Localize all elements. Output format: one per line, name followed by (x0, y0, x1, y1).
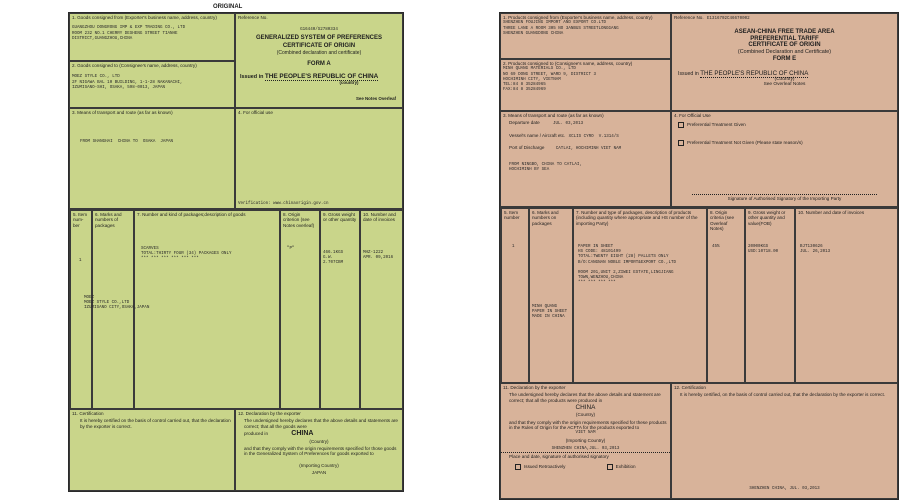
importing-country-caption-e: (Importing Country) (565, 437, 606, 443)
vessel-line (501, 132, 670, 141)
importing-country-caption: (Importing Country) (299, 462, 339, 468)
declaration-text-e: The undersigned hereby declares that the above details and statement are correct; that all the products were produced in (509, 392, 661, 403)
official-use-label: 4. For official use (238, 110, 273, 115)
country-caption-e: (Country) (774, 77, 795, 83)
produced-line (236, 430, 402, 437)
reference-number: G16440/S2780334 (300, 28, 338, 33)
shipping-marks-e: MINH QUANG PAPER IN SHEET MADE IN CHINA (532, 305, 568, 320)
form-a-sheet (68, 12, 404, 492)
preferential-title: PREFERENTIAL TARIFF (750, 35, 819, 42)
certificate-title: CERTIFICATE OF ORIGIN (282, 43, 356, 50)
combined-subtitle-e: (Combined Declaration and Certificate) (737, 48, 832, 55)
route-value: FROM NINGBO, CHINA TO CATLAI, HOCHIMINH BY SEA (509, 163, 582, 173)
shipping-marks: MOEZ MOEZ STYLE CO.,LTD IZUMISANO CITY,OSAKA,JAPAN (84, 296, 150, 311)
combined-subtitle: (Combined declaration and certificate) (276, 49, 362, 56)
issued-retro-label: Issued Retroactively (524, 463, 566, 469)
reference-label: Reference No. (238, 15, 268, 20)
place-date-caption: Place and date, signature of authorised signatory (501, 452, 670, 460)
verification-url: Verification: www.chinaorigin.gov.cn (238, 201, 329, 206)
exporter-value-e: SHENZHEN FOUJING IMPORT AND EXPORT CO.LTD THREE LANE A ROOM 305 NO 3ANBUS STREETLONGGANG SHENZHEN GUANGDONG CHINA (503, 21, 619, 36)
col6-header-e: 6. Marks and numbers on packages (532, 210, 559, 226)
col8-header-e: 8. Origin criteria (see Overleaf Notes) (710, 210, 734, 232)
importing-country: JAPAN (311, 470, 327, 476)
col-criterion (280, 210, 320, 409)
col7-header: 7. Number and kind of packages;description of goods (137, 212, 246, 217)
exporter-label: 1. Goods consigned from (Exporter's business name, address, country) (72, 15, 217, 20)
certificate-header-e (671, 13, 898, 111)
consignee-label-e: 2. Products consigned to (Consignee's name, address, country) (503, 61, 633, 66)
issued-line (236, 73, 402, 80)
certification-box-e (671, 383, 898, 499)
origin-criteria-e: 45% (712, 245, 720, 249)
certification-box (69, 409, 235, 491)
goods-description-e: PAPER IN SHEET HS CODE: 48101499 TOTAL:TWENTY EIGHT (28) PALLETS ONLY B/O:CANGNAN NOBLE IMPORT&EXPORT CO.,LTD ROOM 201,UNIT 2,ZIWEI ESTATE,LINGJIANG TOWN,WENZHOU,CHINA *** *** *** *** (578, 245, 677, 286)
certification-label: 11. Certification (72, 411, 104, 416)
place-date-stamp: SHENZHEN CHINA,JUL. 03,2013 (551, 447, 620, 452)
col-marks-e (529, 208, 573, 383)
form-title-e: FORM E (772, 55, 797, 62)
discharge-value: CATLAI, HOCHIMINH VIET NAM (555, 146, 622, 151)
consignee-label: 2. Goods consigned to (Consignee's name, address, country) (72, 63, 197, 68)
col-description-e (573, 208, 707, 383)
issued-in-label: Issued in (240, 73, 264, 80)
exporter-box-e (500, 13, 671, 59)
certificate-header (235, 13, 403, 108)
reference-number-e: E1316702C46670002 (706, 17, 750, 21)
goods-table-e (500, 207, 898, 383)
acfta-title: ASEAN-CHINA FREE TRADE AREA (734, 29, 835, 36)
country-caption-2: (Country) (309, 438, 329, 444)
declaration-text: The undersigned hereby declares that the above details and statements are correct; that all the goods were (244, 418, 398, 429)
transport-label: 3. Means of transport and route (as far as known) (72, 110, 173, 115)
item-number: 1 (79, 259, 82, 263)
invoice-info-e: BJT130626 JUL. 26,2013 (800, 245, 831, 255)
gross-weight: 466.1KGS G.W. 2.707CBM (323, 251, 344, 266)
comply-text-e: and that they comply with the origin requirements specified for these products in the Rules of Origin for the ACFTA for the products exported to (509, 419, 667, 431)
cert-stamp-e: SHENZHEN CHINA, JUL. 03,2013 (749, 486, 820, 491)
country-caption: (country) (339, 79, 359, 85)
col-invoice (360, 210, 403, 409)
signature-caption: Signature of Authorised Signatory of the Importing Party (692, 194, 877, 202)
original-label: ORIGINAL (213, 4, 243, 10)
exporter-value: GUANGZHOU DONGRONG IMP & EXP TRADING CO., LTD ROOM 232 NO.1 CHERRY DESHENG STREET TIANHE DISTRICT,GUANGZHOU,CHINA (72, 26, 186, 41)
departure-value: JUL. 03,2013 (552, 122, 584, 127)
col7-header-e: 7. Number and type of packages, description of products (including quantity where appropriate and HS number of the importing Party) (576, 210, 698, 226)
declaration-box (235, 409, 403, 491)
col5-header-e: 5. Item number (504, 210, 520, 221)
certification-text: It is hereby certified on the basis of control carried out, that the declaration by the exporter is correct. (80, 418, 231, 429)
issued-country: THE PEOPLE'S REPUBLIC OF CHINA (264, 72, 379, 80)
importing-country-e: VIET NAM (575, 431, 596, 436)
transport-box (69, 108, 235, 209)
pref-not-given-checkbox[interactable] (678, 140, 684, 146)
issued-options-row (501, 463, 670, 471)
official-use-label-e: 4. For Official Use (674, 113, 711, 118)
certification-label-e: 12. Certification (674, 385, 706, 390)
declaration-box-e (500, 383, 671, 499)
item-number-e: 1 (512, 245, 515, 249)
invoice-info: MHZ-1222 APR. 09,2016 (363, 251, 394, 261)
col-description (134, 210, 280, 409)
reference-line-e (672, 14, 897, 23)
goods-table (69, 209, 403, 409)
form-title: FORM A (307, 61, 331, 68)
transport-box-e (500, 111, 671, 207)
exporter-box (69, 13, 235, 61)
certification-text-e: It is hereby certified, on the basis of control carried out, that the declaration by the exporter is correct. (680, 392, 886, 398)
comply-text: and that they comply with the origin requirements specified for those goods in the Generalized System of Preferences for goods exported to (244, 446, 397, 457)
col9-header-e: 9. Gross weight or other quantity and value(FOB) (748, 210, 786, 226)
col6-header: 6. Marks and numbers of packages (95, 212, 122, 228)
vessel-value: XCLIS CYRO V.1314/S (568, 134, 619, 139)
col-quantity-e (745, 208, 795, 383)
goods-description: SCARVES TOTAL:THIRTY FOUR (34) PACKAGES ONLY *** *** *** *** *** *** (141, 247, 232, 262)
consignee-value: MOEZ STYLE CO., LTD 2F NIGAWA BAL 10 BUILDING, 1-1-28 NAKANACHI, IZUMISANO-SHI, OSAKA, 598-0013, JAPAN (72, 75, 183, 90)
col10-header: 10. Number and date of invoices (363, 212, 396, 223)
consignee-box-e (500, 59, 671, 111)
pref-not-given-row (672, 139, 897, 147)
certificate-title-e: CERTIFICATE OF ORIGIN (748, 42, 821, 49)
origin-criterion: "P" (287, 247, 295, 251)
issued-country-e: THE PEOPLE'S REPUBLIC OF CHINA (700, 70, 809, 78)
quantity-value-e: 20000KGS USD:10718.00 (748, 245, 779, 255)
origin-country-e: CHINA (575, 404, 596, 412)
exporter-label-e: 1. Products consigned from (Exporter's business name, address, country) (503, 15, 653, 20)
col10-header-e: 10. Number and date of invoices (798, 210, 865, 215)
col8-header: 8. Origin criterion (see Notes overleaf) (283, 212, 315, 228)
pref-given-row (672, 121, 897, 129)
issued-retro-checkbox[interactable] (515, 464, 521, 470)
gsp-title: GENERALIZED SYSTEM OF PREFERENCES (255, 34, 382, 41)
declaration-label: 12. Declaration by the exporter (238, 411, 301, 416)
issued-in-label-e: Issued in (678, 71, 699, 78)
pref-not-given-label: Preferential Treatment Not Given (Please state reason/s) (687, 140, 803, 146)
col9-header: 9. Gross weight or other quantity (323, 212, 357, 223)
declaration-label-e: 11. Declaration by the exporter (503, 385, 566, 390)
discharge-label: Port of Discharge (509, 144, 545, 150)
transport-label-e: 3. Means of transport and route (as far as known) (503, 113, 604, 118)
departure-label: Departure date (509, 120, 540, 126)
country-caption-e2: (Country) (575, 412, 596, 418)
consignee-value-e: MINH QUANG MATERIALS CO., LTD NO 69 DONG STREET, WARD 9, DISTRICT 3 HOCHIMINH CITY, VIETNAM TEL:84 8 35284965 FAX:84 8 35284969 (503, 67, 596, 93)
consignee-box (69, 61, 235, 108)
exhibition-label: Exhibition (615, 463, 636, 469)
pref-given-checkbox[interactable] (678, 122, 684, 128)
col5-header: 5. Item num- ber (73, 212, 88, 228)
see-notes: See Notes Overleaf (355, 96, 396, 101)
reference-label-e: Reference No. (674, 15, 704, 20)
official-use-box-e (671, 111, 898, 207)
pref-given-label: Preferential Treatment Given (687, 122, 746, 128)
produced-in-label: produced in (244, 431, 269, 437)
exhibition-checkbox[interactable] (607, 464, 613, 470)
form-e-sheet (499, 12, 899, 500)
origin-country: CHINA (291, 430, 314, 438)
transport-value: FROM SHANGHAI CHINA TO OSAKA JAPAN (80, 140, 173, 145)
col-item-e (501, 208, 529, 383)
col-invoice-e (795, 208, 898, 383)
col-criteria-e (707, 208, 745, 383)
discharge-line (501, 144, 670, 153)
vessel-label: Vessel's name / Aircraft etc. (509, 132, 566, 138)
col-weight (320, 210, 360, 409)
see-notes-e: See Overleaf Notes (763, 82, 806, 88)
official-use-box (235, 108, 403, 209)
departure-line (501, 119, 670, 128)
